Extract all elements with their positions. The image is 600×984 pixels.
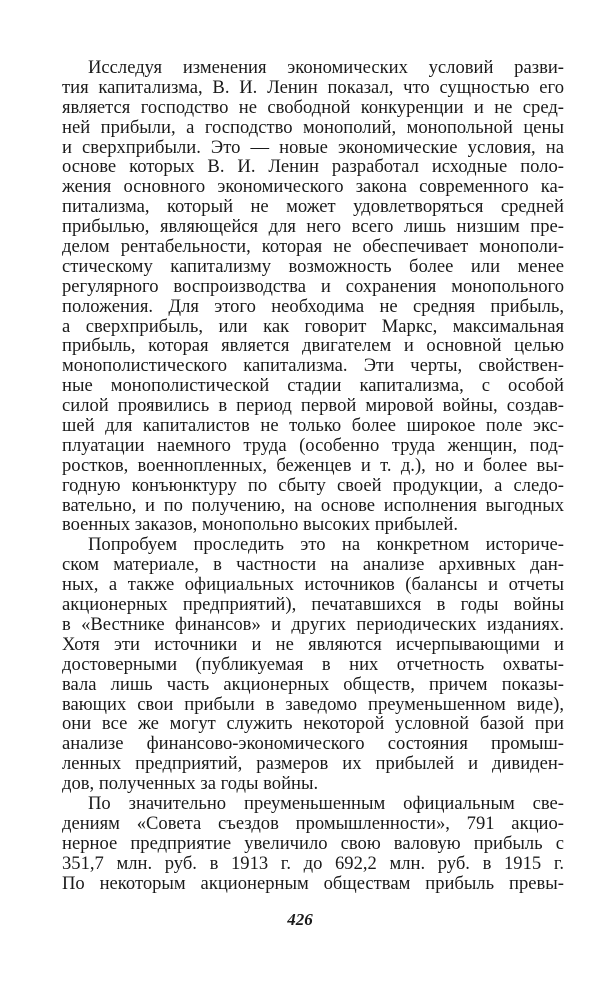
paragraph <box>62 535 564 794</box>
text-line: монополистического капитализма. Эти черты, свойствен- <box>62 355 564 377</box>
text-line: и сверхприбыли. Это — новые экономические условия, на <box>62 136 564 158</box>
paragraph <box>62 794 564 893</box>
text-line: питализма, который не может удовлетворяться средней <box>62 196 564 218</box>
paragraph <box>62 58 564 535</box>
text-line: годную конъюнктуру по сбыту своей продукции, а следо- <box>62 474 564 496</box>
text-line: ней прибыли, а господство монополий, монопольной цены <box>62 116 564 138</box>
text-line: а сверхприбыль, или как говорит Маркс, максимальная <box>62 315 564 337</box>
text-line: Попробуем проследить это на конкретном историче- <box>88 534 564 556</box>
text-line: является господство не свободной конкуренции и не сред- <box>62 96 564 118</box>
text-line: ском материале, в частности на анализе архивных дан- <box>62 554 564 576</box>
text-line: они все же могут служить некоторой условной базой при <box>62 713 564 735</box>
text-line: военных заказов, монопольно высоких прибылей. <box>62 514 458 536</box>
text-line: По некоторым акционерным обществам прибыль превы- <box>62 872 564 894</box>
text-line: шей для капиталистов не только более широкое поле экс- <box>62 415 564 437</box>
text-line: нерное предприятие увеличило свою валовую прибыль с <box>62 832 564 854</box>
text-line: ных, а также официальных источников (балансы и отчеты <box>62 574 564 596</box>
text-line: акционерных предприятий), печатавшихся в годы войны <box>62 594 564 616</box>
text-line: силой проявились в период первой мировой войны, создав- <box>62 395 564 417</box>
text-line: ные монополистической стадии капитализма, с особой <box>62 375 564 397</box>
text-line: вала лишь часть акционерных обществ, причем показы- <box>62 673 564 695</box>
text-line: регулярного воспроизводства и сохранения монопольного <box>62 275 564 297</box>
text-line: дов, полученных за годы войны. <box>62 773 319 795</box>
text-line: в «Вестнике финансов» и других периодических изданиях. <box>62 613 564 635</box>
text-line: стическому капитализму возможность более или менее <box>62 255 564 277</box>
text-line: плуатации наемного труда (особенно труда женщин, под- <box>62 434 564 456</box>
text-line: прибылью, являющейся для него всего лишь низшим пре- <box>62 216 564 238</box>
text-line: жения основного экономического закона современного ка- <box>62 176 564 198</box>
text-line: вающих свои прибыли в заведомо преуменьшенном виде), <box>62 693 564 715</box>
text-line: положения. Для этого необходима не средняя прибыль, <box>62 295 564 317</box>
text-line: 351,7 млн. руб. в 1913 г. до 692,2 млн. руб. в 1915 г. <box>62 852 564 874</box>
page-number: 426 <box>287 910 313 929</box>
text-line: прибыль, которая является двигателем и основной целью <box>62 335 564 357</box>
text-line: ленных предприятий, размеров их прибылей и дивиден- <box>62 753 564 775</box>
text-line: делом рентабельности, которая не обеспечивает монополи- <box>62 236 564 258</box>
page-body-text <box>62 58 564 893</box>
text-line: Исследуя изменения экономических условий разви- <box>88 57 564 78</box>
text-line: По значительно преуменьшенным официальным све- <box>88 792 564 814</box>
text-line: вательно, и по получению, на основе исполнения выгодных <box>62 494 564 516</box>
text-line: Хотя эти источники и не являются исчерпывающими и <box>62 633 564 655</box>
text-line: основе которых В. И. Ленин разработал исходные поло- <box>62 156 564 178</box>
text-line: тия капитализма, В. И. Ленин показал, что сущностью его <box>62 76 564 98</box>
text-line: ростков, военнопленных, беженцев и т. д.), но и более вы- <box>62 454 564 476</box>
text-line: дениям «Совета съездов промышленности», 791 акцио- <box>62 812 564 834</box>
text-line: достоверными (публикуемая в них отчетность охваты- <box>62 653 564 675</box>
text-line: анализе финансово-экономического состояния промыш- <box>62 733 564 755</box>
